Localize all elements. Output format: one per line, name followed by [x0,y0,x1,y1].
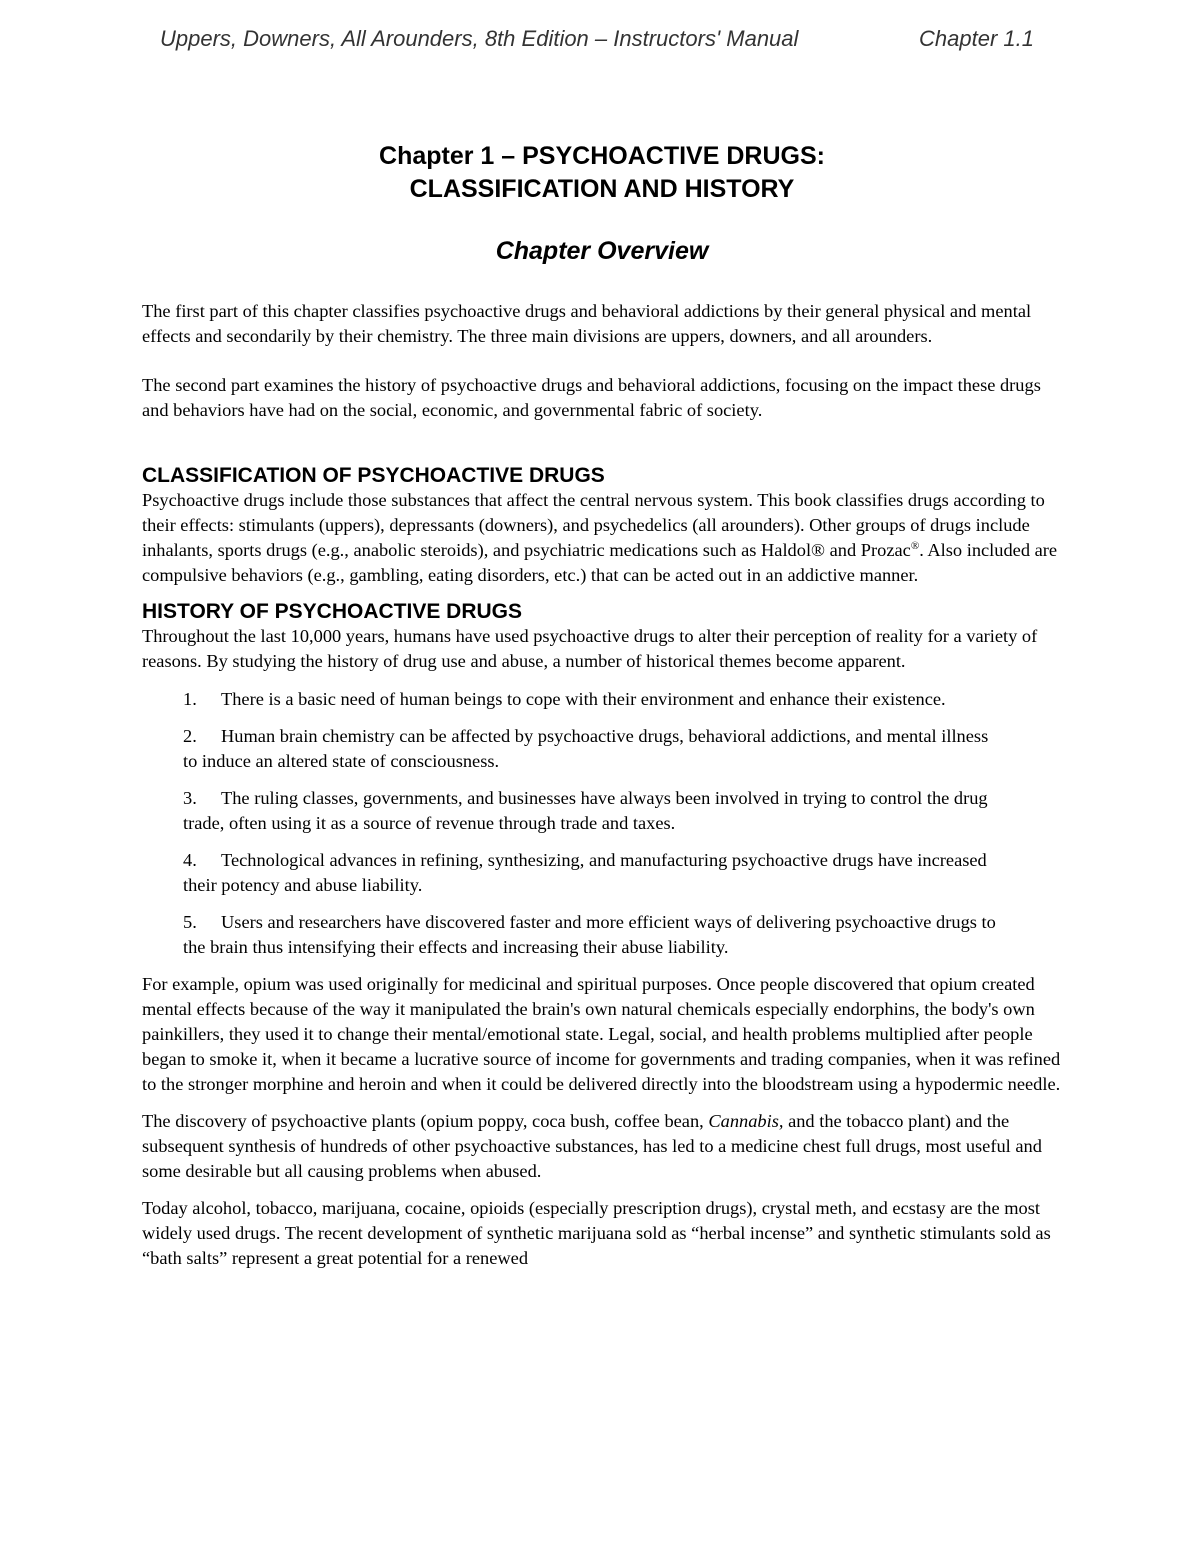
chapter-title-line-2: CLASSIFICATION AND HISTORY [409,175,795,203]
list-item-number: 3. [183,788,197,808]
discovery-paragraph [142,1109,1062,1184]
chapter-title-line-1: Chapter 1 – PSYCHOACTIVE DRUGS: [379,142,825,170]
list-item [183,910,1062,960]
list-item-number: 2. [183,726,197,746]
list-item [183,687,1062,712]
list-item-text: Human brain chemistry can be affected by psychoactive drugs, behavioral addictions, and mental illness to induce an altered state of consciousness. [183,726,989,771]
classification-text-a: Psychoactive drugs include those substances that affect the central nervous system. This book classifies drugs according to their effects: stimulants (uppers), depressants (downers), and psychedelics (all arounders). Other groups of drugs include inhalants, sports drugs (e.g., anabolic steroids), and psychiatric medications such as Haldol® and Prozac [142,490,1045,560]
today-paragraph: Today alcohol, tobacco, marijuana, cocaine, opioids (especially prescription drugs), crystal meth, and ecstasy are the most widely used drugs. The recent development of synthetic marijuana sold as “herbal incense” and synthetic stimulants sold as “bath salts” represent a great potential for a renewed [142,1198,1051,1268]
history-intro-paragraph: Throughout the last 10,000 years, humans have used psychoactive drugs to alter their perception of reality for a variety of reasons. By studying the history of drug use and abuse, a number of historical themes become apparent. [142,626,1038,671]
running-header [160,26,1040,52]
classification-heading: CLASSIFICATION OF PSYCHOACTIVE DRUGS [142,464,605,487]
page-content [142,140,1062,1271]
opium-example-paragraph: For example, opium was used originally for medicinal and spiritual purposes. Once people discovered that opium created mental effects because of the way it manipulated the brain's own natural chemicals especially endorphins, the body's own painkillers, they used it to change their mental/emotional state. Legal, social, and health problems multiplied after people began to smoke it, when it became a lucrative source of income for governments and trading companies, when it was refined to the stronger morphine and heroin and when it could be delivered directly into the bloodstream using a hypodermic needle. [142,974,1061,1094]
list-item-text: The ruling classes, governments, and businesses have always been involved in trying to control the drug trade, often using it as a source of revenue through trade and taxes. [183,788,988,833]
list-item-number: 5. [183,912,197,932]
overview-paragraph-2: The second part examines the history of psychoactive drugs and behavioral addictions, focusing on the impact these drugs and behaviors have had on the social, economic, and governmental fabric of society. [142,375,1041,420]
list-item [183,724,1062,774]
overview-paragraph-1: The first part of this chapter classifies psychoactive drugs and behavioral addictions by their general physical and mental effects and secondarily by their chemistry. The three main divisions are uppers, downers, and all arounders. [142,301,1032,346]
list-item-text: Technological advances in refining, synthesizing, and manufacturing psychoactive drugs have increased their potency and abuse liability. [183,850,987,895]
list-item-text: Users and researchers have discovered faster and more efficient ways of delivering psychoactive drugs to the brain thus intensifying their effects and increasing their abuse liability. [183,912,996,957]
classification-paragraph [142,488,1062,588]
header-chapter-ref: Chapter 1.1 [919,26,1034,51]
discovery-text-b: and the tobacco plant) and the subsequent synthesis of hundreds of other psychoactive substances, has led to a medicine chest full drugs, most useful and some desirable but all causing problems when abused. [142,1111,1042,1181]
registered-mark: ® [910,539,920,552]
history-heading: HISTORY OF PSYCHOACTIVE DRUGS [142,600,522,623]
chapter-title [142,140,1062,206]
list-item-number: 4. [183,850,197,870]
list-item-text: There is a basic need of human beings to cope with their environment and enhance their existence. [221,689,946,709]
historical-themes-list [142,687,1062,960]
chapter-overview-heading: Chapter Overview [495,237,709,265]
discovery-text-a: The discovery of psychoactive plants (opium poppy, coca bush, coffee bean, [142,1111,709,1131]
header-book-title: Uppers, Downers, All Arounders, 8th Edition – Instructors' Manual [160,26,799,51]
list-item [183,848,1062,898]
cannabis-italic: Cannabis, [708,1111,784,1131]
list-item [183,786,1062,836]
classification-text-b: . Also included are compulsive behaviors (e.g., gambling, eating disorders, etc.) that can be acted out in an addictive manner. [142,540,1058,585]
list-item-number: 1. [183,689,197,709]
